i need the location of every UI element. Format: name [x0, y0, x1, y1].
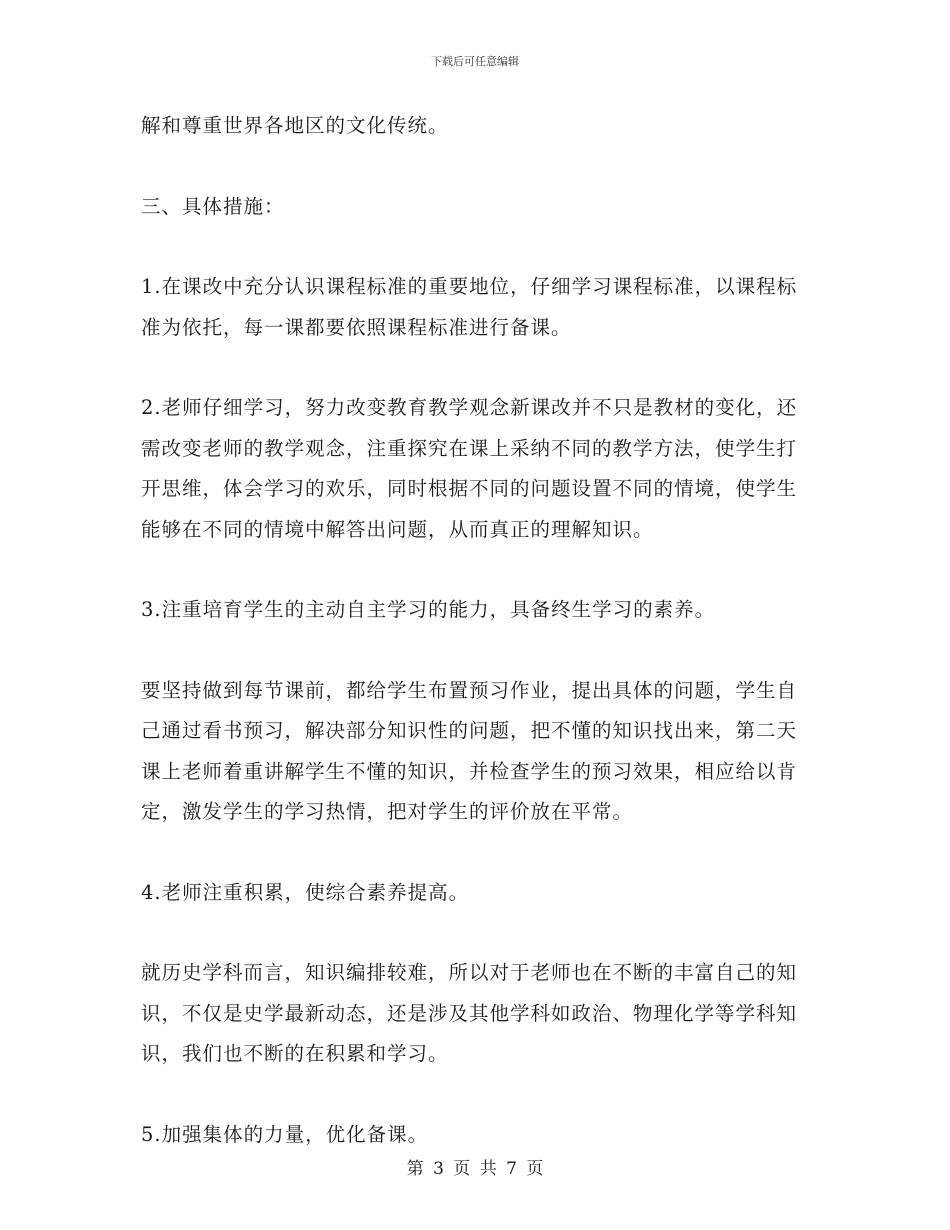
paragraph: 3.注重培育学生的主动自主学习的能力，具备终生学习的素养。 — [141, 598, 716, 621]
paragraph: 4.老师注重积累，使综合素养提高。 — [141, 880, 470, 904]
page-body — [141, 106, 813, 1195]
paragraph: 要坚持做到每节课前，都给学生布置预习作业，提出具体的问题，学生自己通过看书预习，解决部分知识性的问题，把不懂的知识找出来，第二天课上老师着重讲解学生不懂的知识，并检查学生的预习效果，相应给以肯定，激发学生的学习热情，把对学生的评价放在平常。 — [141, 678, 798, 823]
paragraph: 5.加强集体的力量，优化备课。 — [141, 1122, 429, 1146]
section-heading: 三、具体措施： — [141, 194, 285, 218]
paragraph: 就历史学科而言，知识编排较难，所以对于老师也在不断的丰富自己的知识，不仅是史学最新动态，还是涉及其他学科如政治、物理化学等学科知识，我们也不断的在积累和学习。 — [141, 961, 798, 1065]
paragraph: 解和尊重世界各地区的文化传统。 — [141, 114, 449, 137]
paragraph: 1.在课改中充分认识课程标准的重要地位，仔细学习课程标准，以课程标准为依托，每一课都要依照课程标准进行备课。 — [141, 275, 798, 339]
page-number: 第 3 页 共 7 页 — [406, 1159, 544, 1179]
paragraph: 2.老师仔细学习，努力改变教育教学观念新课改并不只是教材的变化，还需改变老师的教学观念，注重探究在课上采纳不同的教学方法，使学生打开思维，体会学习的欢乐，同时根据不同的问题设置不同的情境，使学生能够在不同的情境中解答出问题，从而真正的理解知识。 — [141, 396, 798, 541]
page-header: 下载后可任意编辑 — [431, 55, 519, 68]
